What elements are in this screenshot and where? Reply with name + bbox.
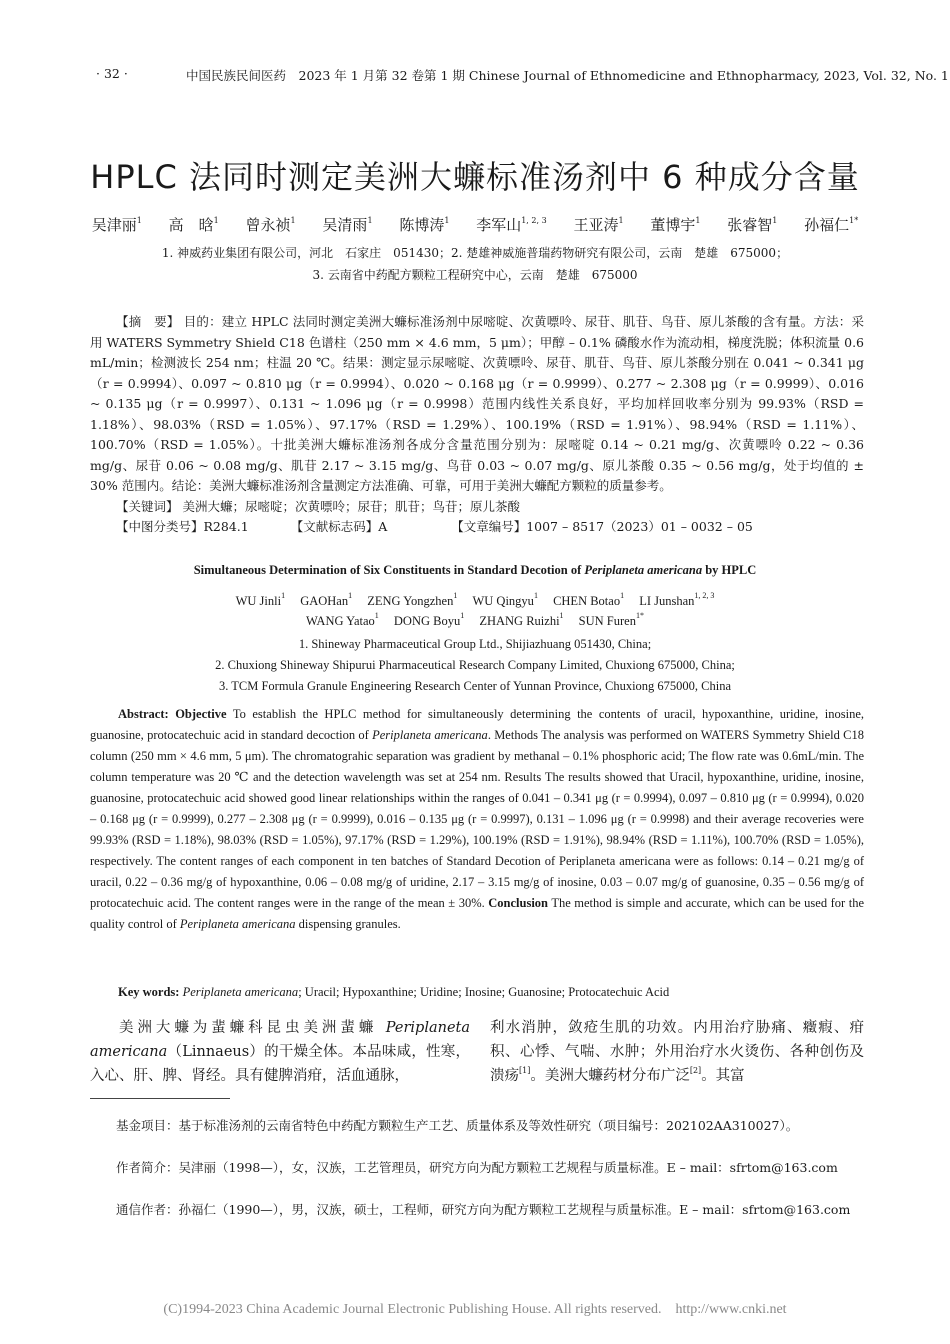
abstract-cn-label: 【摘 要】 <box>116 314 180 329</box>
author: 高 晗$^1$ <box>168 216 219 234</box>
author-list-cn <box>0 214 950 235</box>
abstract-en-label: Abstract: <box>118 707 169 721</box>
objective-label: Objective <box>175 707 227 721</box>
affiliation-en-line2: 2. Chuxiong Shineway Shipurui Pharmaceutical Research Company Limited, Chuxiong 675000, China; <box>215 658 735 672</box>
affiliation-en-line3: 3. TCM Formula Granule Engineering Research Center of Yunnan Province, Chuxiong 675000, China <box>218 679 732 693</box>
author: 陈博涛$^1$ <box>399 216 450 234</box>
abstract-cn-block <box>90 312 864 538</box>
body-column-right: 利水消肿，敛疮生肌的功效。内用治疗胁痛、癥瘕、疳积、心悸、气喘、水肿；外用治疗水火烫伤、各种创伤及溃疡[1]。美洲大蠊药材分布广泛[2]。其富 <box>490 1020 864 1084</box>
author-en: ZENG Yongzhen$^1$ <box>367 591 458 608</box>
affiliation-en-line1: 1. Shineway Pharmaceutical Group Ltd., Shijiazhuang 051430, China; <box>298 637 652 651</box>
author: 吴清雨$^1$ <box>322 216 373 234</box>
author-en: WU Jinli$^1$ <box>235 591 286 608</box>
reference-1[interactable]: [1] <box>519 1066 531 1075</box>
author: 王亚涛$^1$ <box>573 216 624 234</box>
affiliation-cn-line1: 1. 神威药业集团有限公司，河北 石家庄 051430；2. 楚雄神威施普瑞药物研究有限公司，云南 楚雄 675000； <box>161 246 789 260</box>
keywords-cn <box>90 497 864 518</box>
footnote-author-bio: 作者简介：吴津丽（1998—），女，汉族，工艺管理员，研究方向为配方颗粒工艺规程与质量标准。E – mail：sfrtom@163.com <box>116 1160 838 1175</box>
author-en: DONG Boyu$^1$ <box>393 611 465 628</box>
abstract-cn <box>90 312 864 497</box>
author-en: GAOHan$^1$ <box>300 591 353 608</box>
article-title: HPLC 法同时测定美洲大蠊标准汤剂中 6 种成分含量 <box>90 158 860 196</box>
clc-number: 【中图分类号】R284.1 <box>116 519 249 534</box>
author: 董博宇$^1$ <box>650 216 701 234</box>
affiliation-cn-line2: 3. 云南省中药配方颗粒工程研究中心，云南 楚雄 675000 <box>312 268 638 282</box>
abstract-en: Abstract: Objective To establish the HPLC method for simultaneously determining the contents of uracil, hypoxanthine, uridine, inosine, guanosine, protocatechuic acid in standard decoction of Periplaneta americana. Methods The analysis was performed on WATERS Symmetry Shield C18 column (250 mm × 4.6 mm, 5 μm). The chromatograhic separation was gradient by methanal – 0.1% phosphoric acid; The flow rate was 0.6mL/min. The column temperature was 20 ℃ and the detection wavelength was set at 254 nm. Results The results showed that Uracil, hypoxanthine, uridine, inosine, guanosine, protocatechuic acid showed good linear relationships within the ranges of 0.041 – 0.341 μg (r = 0.9994), 0.097 – 0.810 μg (r = 0.9994), 0.020 – 0.168 μg (r = 0.9999), 0.277 – 2.308 μg (r = 0.9999), 0.016 – 0.135 μg (r = 0.9997), 0.131 – 1.096 μg (r = 0.9998) and their average recoveries were 99.93% (RSD = 1.18%), 98.03% (RSD = 1.05%), 97.17% (RSD = 1.29%), 100.19% (RSD = 1.91%), 98.94% (RSD = 1.11%), 100.70% (RSD = 1.05%), respectively. The content ranges of each component in ten batches of Standard Decotion of Periplaneta americana were as follows: 0.14 – 0.21 mg/g of uracil, 0.22 – 0.36 mg/g of hypoxanthine, 0.06 – 0.08 mg/g of uridine, 2.17 – 3.15 mg/g of inosine, 0.03 – 0.07 mg/g of guanosine, 0.35 – 0.56 mg/g of protocatechuic acid. The content ranges were in the range of the mean ± 30%. Conclusion The method is simple and accurate, which can be used for the quality control of Periplaneta americana dispensing granules. <box>90 707 865 931</box>
abstract-cn-text: 目的：建立 HPLC 法同时测定美洲大蠊标准汤剂中尿嘧啶、次黄嘌呤、尿苷、肌苷、鸟苷、原儿茶酸的含有量。方法：采用 WATERS Symmetry Shield C18 色谱柱（250 mm × 4.6 mm，5 μm）；甲醇 – 0.1% 磷酸水作为流动相，梯度洗脱；体积流量 0.6 mL/min；检测波长 254 nm；柱温 20 ℃。结果：测定显示尿嘧啶、次黄嘌呤、尿苷、肌苷、鸟苷、原儿茶酸分别在 0.041 ~ 0.341 μg（r = 0.9994）、0.097 ~ 0.810 μg（r = 0.9994）、0.020 ~ 0.168 μg（r = 0.9999）、0.277 ~ 2.308 μg（r = 0.9999）、0.016 ~ 0.135 μg（r = 0.9997）、0.131 ~ 1.096 μg（r = 0.9998）范围内线性关系良好，平均加样回收率分别为 99.93%（RSD = 1.18%）、98.03%（RSD = 1.05%）、97.17%（RSD = 1.29%）、100.19%（RSD = 1.91%）、98.94%（RSD = 1.11%）、100.70%（RSD = 1.05%）。十批美洲大蠊标准汤剂各成分含量范围分别为：尿嘧啶 0.14 ~ 0.21 mg/g、次黄嘌呤 0.22 ~ 0.36 mg/g、尿苷 0.06 ~ 0.08 mg/g、肌苷 2.17 ~ 3.15 mg/g、鸟苷 0.03 ~ 0.07 mg/g、原儿茶酸 0.35 ~ 0.56 mg/g，处于均值的 ± 30% 范围内。结论：美洲大蠊标准汤剂含量测定方法准确、可靠，可用于美洲大蠊配方颗粒的质量参考。 <box>90 314 864 493</box>
author-en: WANG Yatao$^1$ <box>306 611 379 628</box>
article-title-en: Simultaneous Determination of Six Constituents in Standard Decotion of Periplaneta americana by HPLC <box>193 563 757 577</box>
author: 李军山$^{1, 2, 3}$ <box>476 216 547 234</box>
conclusion-label: Conclusion <box>488 896 549 910</box>
author-en: WU Qingyu$^1$ <box>472 591 538 608</box>
document-code: 【文献标志码】A <box>290 519 388 534</box>
classification-line <box>90 517 864 538</box>
author-en: ZHANG Ruizhi$^1$ <box>479 611 564 628</box>
body-column-left: 美洲大蠊为蜚蠊科昆虫美洲蜚蠊 Periplaneta americana（Linnaeus）的干燥全体。本品味咸，性寒，入心、肝、脾、肾经。具有健脾消疳，活血通脉， <box>90 1020 470 1084</box>
author: 曾永祯$^1$ <box>245 216 296 234</box>
author-list-en-line1 <box>0 591 950 609</box>
footnote-corresponding: 通信作者：孙福仁（1990—），男，汉族，硕士，工程师，研究方向为配方颗粒工艺规程与质量标准。E – mail：sfrtom@163.com <box>116 1202 851 1217</box>
journal-citation: 中国民族民间医药 2023 年 1 月第 32 卷第 1 期 Chinese Journal of Ethnomedicine and Ethnopharmacy, 2023, Vol. 32, No. 1 <box>186 68 949 83</box>
keywords-cn-text: 美洲大蠊；尿嘧啶；次黄嘌呤；尿苷；肌苷；鸟苷；原儿茶酸 <box>182 498 521 514</box>
copyright-line: (C)1994-2023 China Academic Journal Electronic Publishing House. All rights reserved. http://www.cnki.net <box>163 1302 787 1317</box>
author-en: LI Junshan$^{1, 2, 3}$ <box>639 591 715 608</box>
keywords-en-label: Key words: <box>118 985 180 999</box>
author-en: SUN Furen$^{1*}$ <box>578 611 644 628</box>
author: 张睿智$^1$ <box>727 216 778 234</box>
keywords-cn-label: 【关键词】 <box>116 498 179 514</box>
page-number: · 32 · <box>96 66 128 81</box>
keywords-en: Key words: Periplaneta americana; Uracil; Hypoxanthine; Uridine; Inosine; Guanosine; Protocatechuic Acid <box>118 985 670 999</box>
author-en: CHEN Botao$^1$ <box>553 591 625 608</box>
author: 吴津丽$^1$ <box>91 216 142 234</box>
author-list-en-line2 <box>0 611 950 629</box>
footnote-divider <box>90 1098 230 1099</box>
reference-2[interactable]: [2] <box>689 1066 702 1075</box>
author: 孙福仁$^{1*}$ <box>804 216 859 234</box>
footnote-funding: 基金项目：基于标准汤剂的云南省特色中药配方颗粒生产工艺、质量体系及等效性研究（项目编号：202102AA310027）。 <box>116 1118 799 1133</box>
article-number: 【文章编号】1007 – 8517（2023）01 – 0032 – 05 <box>451 519 753 534</box>
